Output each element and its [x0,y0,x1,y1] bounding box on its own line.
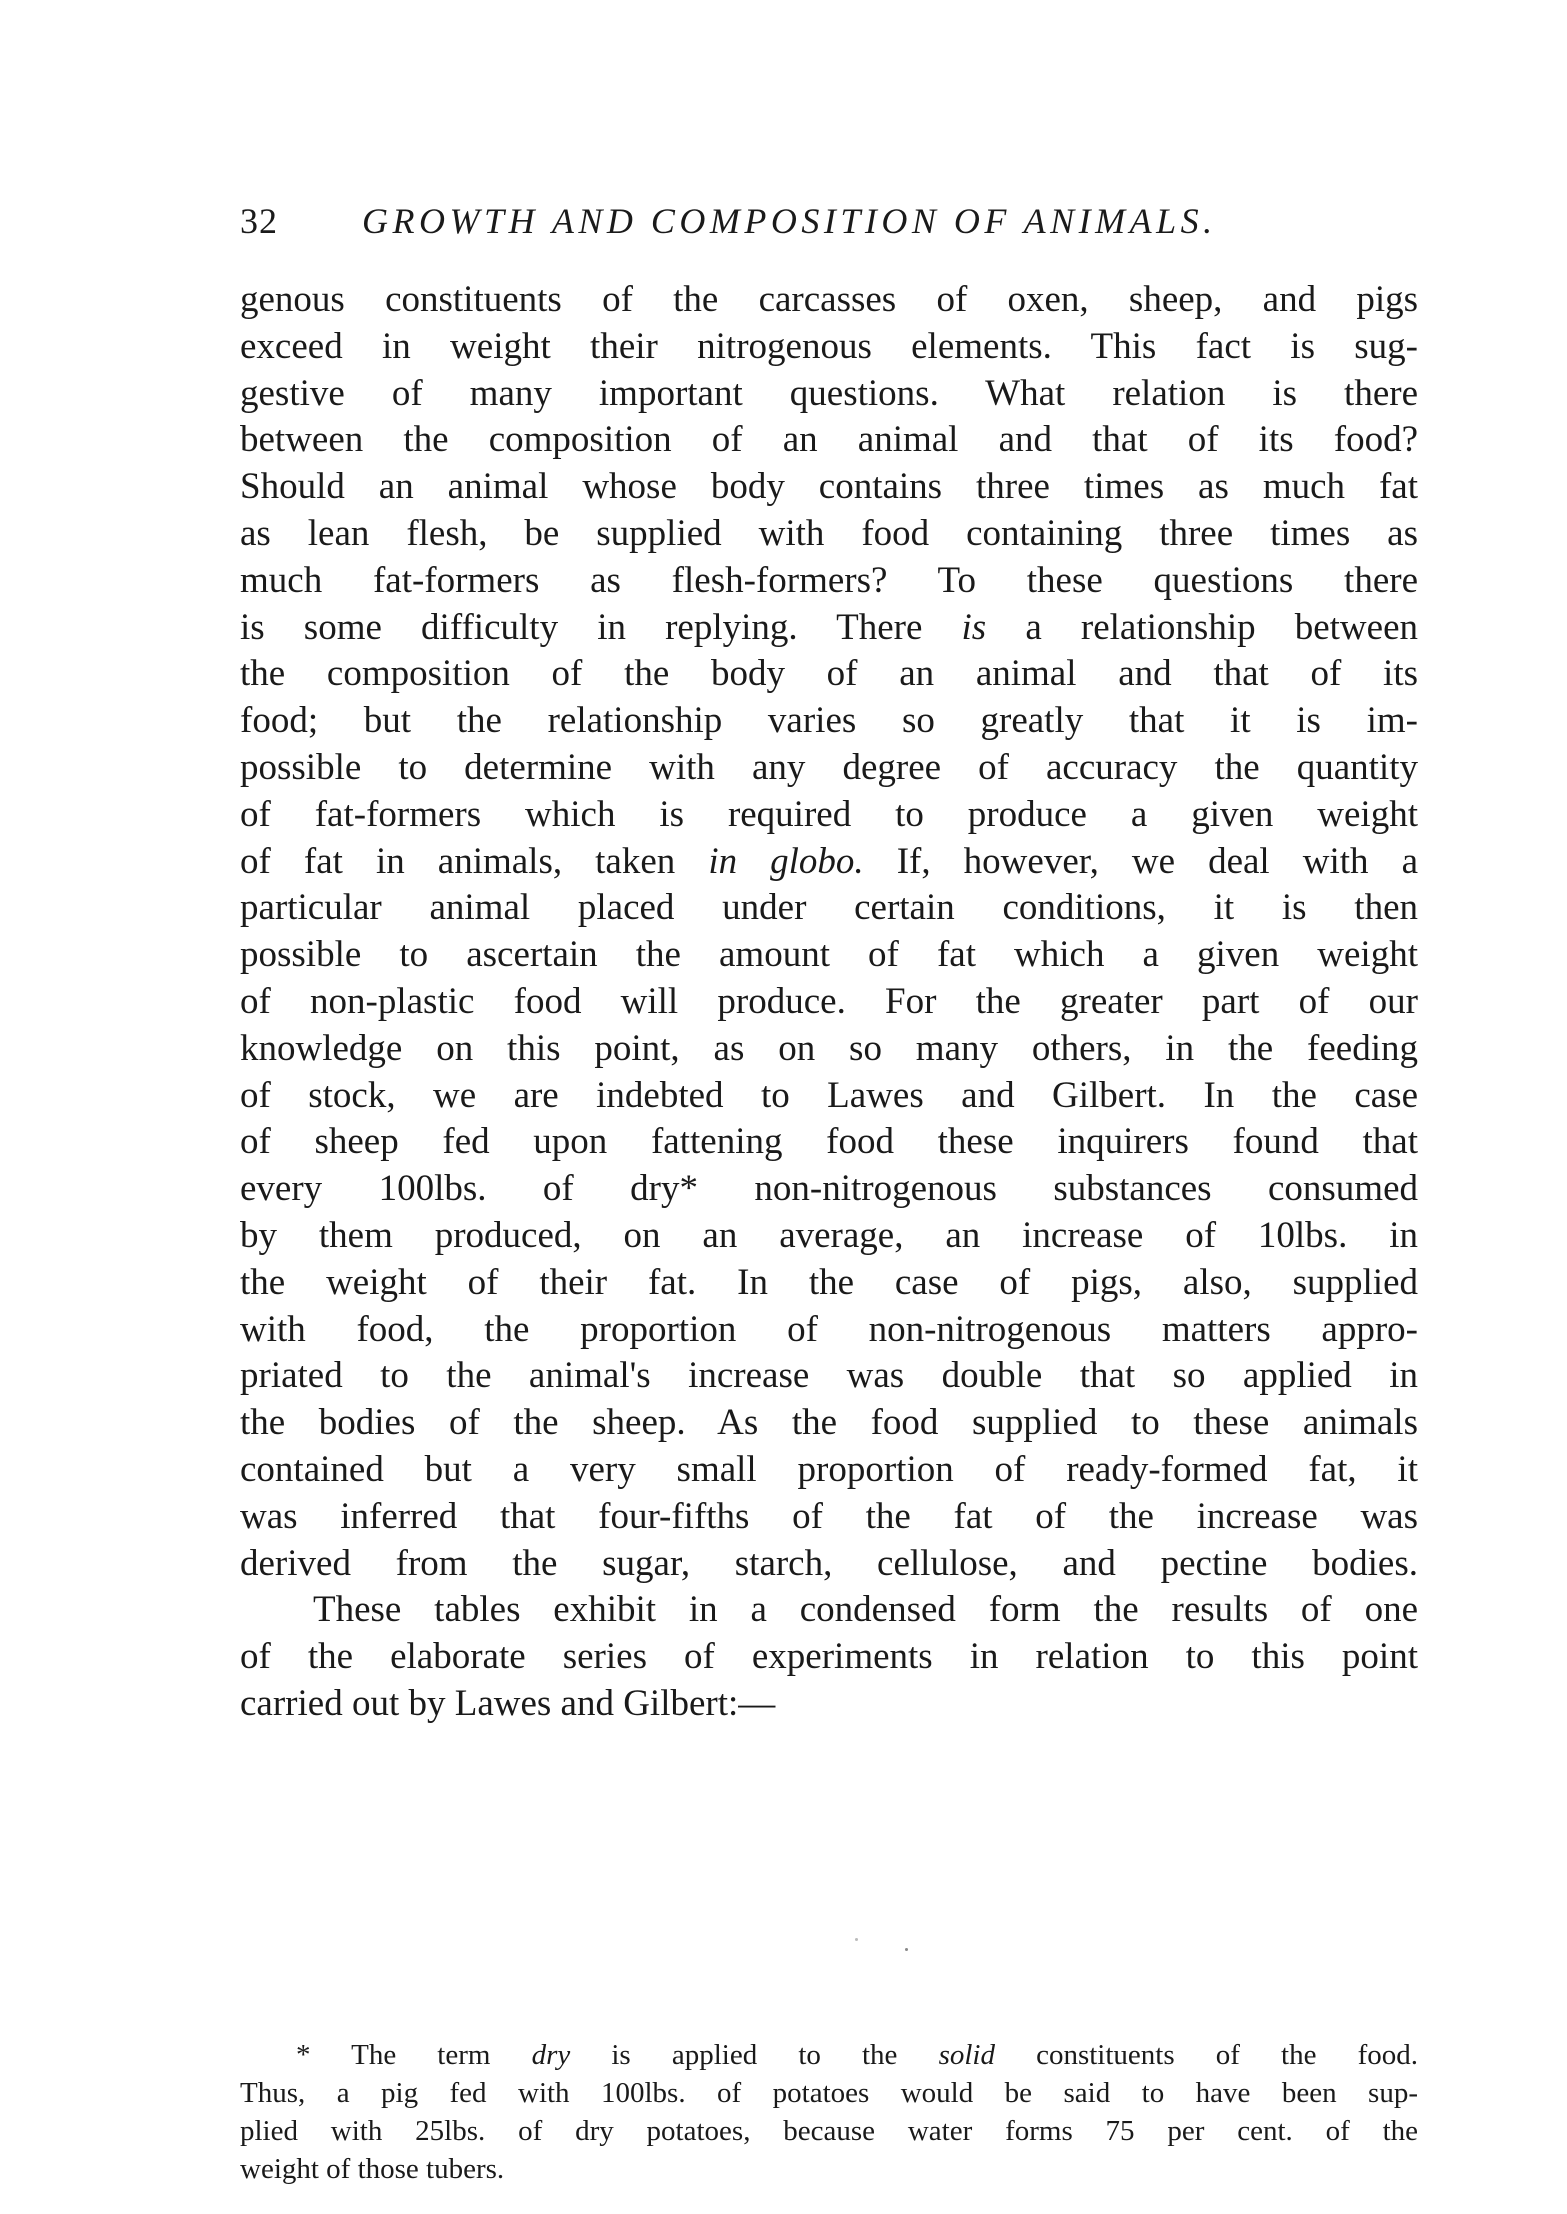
text-line: much fat-formers as flesh-formers? To these questions there [240,559,1418,601]
italic-emphasis: dry [531,2039,571,2071]
text-line: as lean flesh, be supplied with food containing three times as [240,512,1418,554]
text-line: was inferred that four-fifths of the fat of the increase was [240,1495,1418,1537]
text-line: priated to the animal's increase was double that so applied in [240,1355,1418,1397]
text-line: of non-plastic food will produce. For the greater part of our [240,980,1418,1022]
text-line: gestive of many important questions. What relation is there [240,372,1418,414]
text-line [240,605,1418,652]
running-title: GROWTH AND COMPOSITION OF ANIMALS. [362,201,1217,241]
text-line: with food, the proportion of non-nitrogenous matters appro- [240,1308,1418,1350]
text-run: is applied to the [570,2039,939,2071]
separator-mark [855,1938,858,1941]
text-line: possible to ascertain the amount of fat which a given weight [240,934,1418,976]
text-line: the weight of their fat. In the case of pigs, also, supplied [240,1261,1418,1303]
text-line: of the elaborate series of experiments in relation to this point [240,1636,1418,1678]
italic-emphasis: in globo. [708,840,864,882]
italic-emphasis: is [961,606,987,648]
text-line: possible to determine with any degree of accuracy the quantity [240,746,1418,788]
text-run: of fat in animals, taken [240,840,709,882]
text-line: Should an animal whose body contains three times as much fat [240,466,1418,508]
text-run: If, however, we deal with a [863,840,1418,882]
text-run: constituents of the food. [994,2039,1418,2071]
text-line: of stock, we are indebted to Lawes and Gilbert. In the case [240,1074,1418,1116]
body-text [240,277,1418,1728]
text-line: the bodies of the sheep. As the food supplied to these animals [240,1402,1418,1444]
text-line: between the composition of an animal and that of its food? [240,419,1418,461]
footnote-line [240,2036,1418,2074]
italic-emphasis: solid [938,2039,995,2071]
footnote-line: Thus, a pig fed with 100lbs. of potatoes would be said to have been sup- [240,2077,1418,2109]
running-head [240,196,1420,246]
text-line: genous constituents of the carcasses of oxen, sheep, and pigs [240,279,1418,320]
text-line: These tables exhibit in a condensed form the results of one [313,1589,1418,1631]
text-line [240,839,1418,886]
text-line: by them produced, on an average, an increase of 10lbs. in [240,1214,1418,1256]
footnote-line: weight of those tubers. [240,2153,505,2185]
text-line: carried out by Lawes and Gilbert:— [240,1682,776,1724]
text-line: every 100lbs. of dry* non-nitrogenous substances consumed [240,1168,1418,1210]
text-line: food; but the relationship varies so greatly that it is im- [240,700,1418,742]
text-line: derived from the sugar, starch, cellulose, and pectine bodies. [240,1542,1418,1584]
separator-mark [905,1948,908,1951]
text-run: * The term [296,2039,532,2071]
text-line: knowledge on this point, as on so many others, in the feeding [240,1027,1418,1069]
page-number: 32 [240,201,278,241]
footnote-line: plied with 25lbs. of dry potatoes, because water forms 75 per cent. of the [240,2115,1418,2147]
paragraph-1 [240,277,1418,1587]
text-run: a relationship between [986,606,1418,648]
text-line: contained but a very small proportion of ready-formed fat, it [240,1448,1418,1490]
text-line: of fat-formers which is required to produce a given weight [240,793,1418,835]
text-line: particular animal placed under certain conditions, it is then [240,887,1418,929]
paragraph-2 [240,1587,1418,1727]
text-line: exceed in weight their nitrogenous elements. This fact is sug- [240,325,1418,367]
text-run: is some difficulty in replying. There [240,606,962,648]
text-line: the composition of the body of an animal and that of its [240,653,1418,695]
text-line: of sheep fed upon fattening food these inquirers found that [240,1121,1418,1163]
footnote [240,2036,1418,2188]
